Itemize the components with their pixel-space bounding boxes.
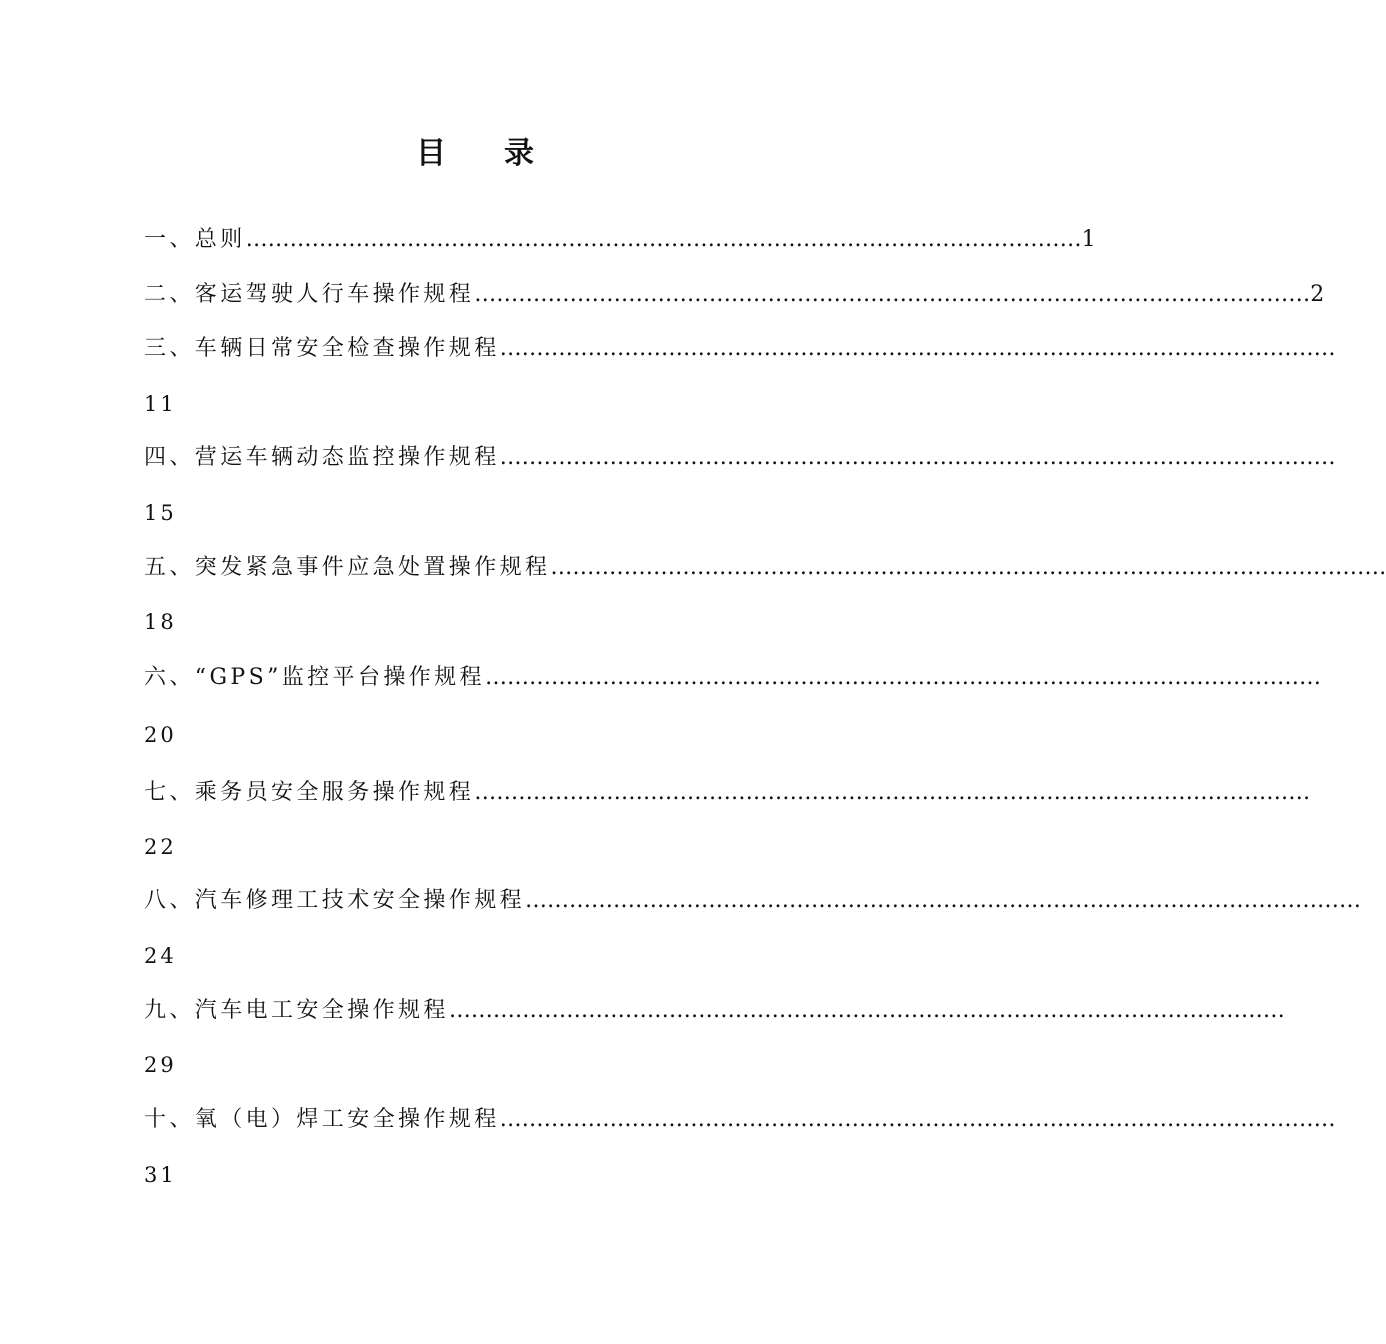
toc-entry xyxy=(144,334,1336,364)
toc-title-char-1: 目 xyxy=(416,136,446,171)
toc-entry-page: 20 xyxy=(144,723,177,747)
toc-entry-text: 八、汽车修理工技术安全操作规程 xyxy=(144,888,526,913)
toc-entry xyxy=(144,225,1096,255)
toc-entry-page: 31 xyxy=(144,1163,177,1187)
toc-entry-text: 四、营运车辆动态监控操作规程 xyxy=(144,445,500,470)
toc-entry-text: 七、乘务员安全服务操作规程 xyxy=(144,780,475,805)
toc-entry-text: 九、汽车电工安全操作规程 xyxy=(144,998,449,1023)
toc-leader-dots: …………………………………………………………………………………………………… xyxy=(550,555,1386,580)
toc-leader-dots: …………………………………………………………………………………………………… xyxy=(474,780,1311,805)
toc-entry-page: 22 xyxy=(144,835,177,859)
toc-entry xyxy=(144,663,1321,693)
toc-entry xyxy=(144,280,1325,310)
toc-leader-dots: …………………………………………………………………………………………………… xyxy=(525,888,1362,913)
toc-entry-page: 29 xyxy=(144,1053,177,1077)
toc-entry xyxy=(144,996,1285,1026)
toc-entry-text: 五、突发紧急事件应急处置操作规程 xyxy=(144,555,551,580)
toc-entry-page: 11 xyxy=(144,392,177,416)
toc-entry xyxy=(144,886,1362,916)
toc-entry-page: 24 xyxy=(144,944,177,968)
toc-entry-page: 1 xyxy=(1081,227,1096,252)
toc-entry-page: 2 xyxy=(1310,282,1325,307)
toc-leader-dots: …………………………………………………………………………………………………… xyxy=(499,1107,1336,1132)
toc-entry xyxy=(144,553,1386,583)
toc-leader-dots: …………………………………………………………………………………………………… xyxy=(448,998,1285,1023)
toc-leader-dots: …………………………………………………………………………………………………… xyxy=(499,445,1336,470)
toc-title-char-2: 录 xyxy=(504,136,534,171)
toc-entry-text: 二、客运驾驶人行车操作规程 xyxy=(144,282,475,307)
toc-entry-page: 18 xyxy=(144,610,177,634)
toc-entry xyxy=(144,778,1311,808)
toc-entry xyxy=(144,1105,1336,1135)
toc-leader-dots: …………………………………………………………………………………………………… xyxy=(484,665,1321,690)
toc-title xyxy=(0,128,950,172)
toc-leader-dots: …………………………………………………………………………………………………… xyxy=(245,227,1082,252)
toc-entry-page: 15 xyxy=(144,501,177,525)
toc-entry-text: 三、车辆日常安全检查操作规程 xyxy=(144,336,500,361)
toc-entry-text: 一、总则 xyxy=(144,227,246,252)
toc-leader-dots: …………………………………………………………………………………………………… xyxy=(499,336,1336,361)
toc-entry xyxy=(144,443,1336,473)
toc-leader-dots: …………………………………………………………………………………………………… xyxy=(474,282,1311,307)
toc-entry-text: 六、“GPS”监控平台操作规程 xyxy=(144,665,485,690)
toc-entry-text: 十、氧（电）焊工安全操作规程 xyxy=(144,1107,500,1132)
